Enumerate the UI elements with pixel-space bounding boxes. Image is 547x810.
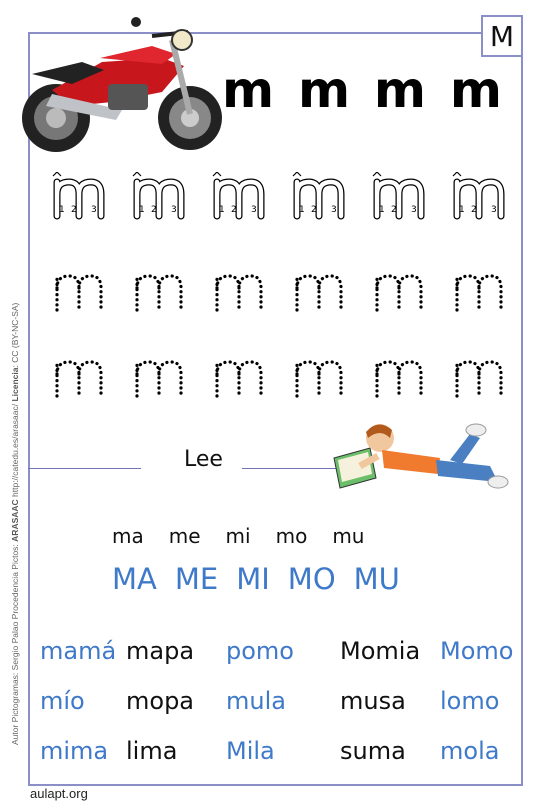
dotted-m-letter bbox=[51, 352, 109, 402]
stroke-arrow-icon bbox=[213, 172, 221, 176]
syllables-lowercase bbox=[112, 524, 389, 548]
stroke-number: 1 bbox=[299, 205, 305, 215]
syllable-upper: MU bbox=[353, 562, 400, 596]
outlined-m-letter bbox=[211, 172, 269, 222]
stroke-number: 3 bbox=[331, 205, 337, 215]
credit-line: Autor Pictogramas: Sergio Palao Procedencia Pictos: ARASAAC http://catedu.es/arasaac/ Licencia: CC (BY-NC-SA) bbox=[10, 302, 20, 745]
stroke-arrow-icon bbox=[453, 172, 461, 176]
dotted-m-letter bbox=[131, 266, 189, 316]
big-letter: m bbox=[297, 61, 351, 119]
stroke-number: 1 bbox=[459, 205, 465, 215]
stroke-number: 1 bbox=[59, 205, 65, 215]
word: musa bbox=[340, 687, 406, 715]
site-url: aulapt.org bbox=[30, 786, 88, 801]
stroke-number: 2 bbox=[231, 205, 237, 215]
word: mima bbox=[40, 737, 109, 765]
stroke-arrow-icon bbox=[53, 172, 61, 176]
word: mamá bbox=[40, 637, 117, 665]
stroke-number: 3 bbox=[171, 205, 177, 215]
outlined-m-letter bbox=[131, 172, 189, 222]
dotted-letter-row bbox=[40, 266, 520, 316]
corner-letter-box: M bbox=[481, 15, 523, 57]
divider-line-left bbox=[28, 468, 141, 469]
dotted-m-letter bbox=[451, 266, 509, 316]
word: mío bbox=[40, 687, 85, 715]
stroke-number: 2 bbox=[391, 205, 397, 215]
stroke-number: 1 bbox=[139, 205, 145, 215]
dotted-m-letter bbox=[371, 266, 429, 316]
dotted-m-letter bbox=[451, 352, 509, 402]
word: mula bbox=[226, 687, 286, 715]
syllable: mu bbox=[332, 524, 365, 548]
word: mapa bbox=[126, 637, 195, 665]
syllable: mi bbox=[225, 524, 251, 548]
outlined-letter-row bbox=[40, 172, 520, 222]
outlined-m-letter bbox=[451, 172, 509, 222]
stroke-number: 1 bbox=[219, 205, 225, 215]
stroke-number: 3 bbox=[491, 205, 497, 215]
stroke-number: 3 bbox=[411, 205, 417, 215]
syllable-upper: MA bbox=[112, 562, 157, 596]
dotted-letter-row bbox=[40, 352, 520, 402]
word: lima bbox=[126, 737, 178, 765]
dotted-m-letter bbox=[51, 266, 109, 316]
stroke-number: 2 bbox=[311, 205, 317, 215]
big-letter-row bbox=[222, 58, 502, 122]
stroke-number: 2 bbox=[71, 205, 77, 215]
stroke-number: 1 bbox=[379, 205, 385, 215]
stroke-arrow-icon bbox=[293, 172, 301, 176]
word: suma bbox=[340, 737, 406, 765]
outlined-m-letter bbox=[371, 172, 429, 222]
dotted-m-letter bbox=[211, 352, 269, 402]
stroke-arrow-icon bbox=[373, 172, 381, 176]
syllable: mo bbox=[275, 524, 308, 548]
stroke-number: 2 bbox=[151, 205, 157, 215]
syllable-upper: MO bbox=[287, 562, 336, 596]
outlined-m-letter bbox=[51, 172, 109, 222]
stroke-number: 3 bbox=[251, 205, 257, 215]
dotted-m-letter bbox=[291, 266, 349, 316]
syllable-upper: ME bbox=[174, 562, 219, 596]
dotted-m-letter bbox=[131, 352, 189, 402]
stroke-number: 3 bbox=[91, 205, 97, 215]
big-letter: m bbox=[222, 61, 275, 119]
divider-line-right bbox=[242, 468, 337, 469]
word: lomo bbox=[440, 687, 500, 715]
dotted-m-letter bbox=[371, 352, 429, 402]
syllables-uppercase bbox=[112, 562, 418, 596]
word: mopa bbox=[126, 687, 195, 715]
syllable: ma bbox=[112, 524, 144, 548]
dotted-m-letter bbox=[211, 266, 269, 316]
big-letter: m bbox=[449, 61, 502, 119]
stroke-arrow-icon bbox=[133, 172, 141, 176]
big-letter: m bbox=[373, 61, 427, 119]
word: pomo bbox=[226, 637, 294, 665]
word: Mila bbox=[226, 737, 275, 765]
dotted-m-letter bbox=[291, 352, 349, 402]
lee-label: Lee bbox=[184, 447, 223, 472]
word: mola bbox=[440, 737, 500, 765]
child-reading-illustration bbox=[330, 418, 510, 494]
syllable-upper: MI bbox=[236, 562, 270, 596]
motorcycle-illustration bbox=[12, 10, 224, 160]
stroke-number: 2 bbox=[471, 205, 477, 215]
word: Momo bbox=[440, 637, 514, 665]
outlined-m-letter bbox=[291, 172, 349, 222]
word: Momia bbox=[340, 637, 421, 665]
syllable: me bbox=[168, 524, 201, 548]
